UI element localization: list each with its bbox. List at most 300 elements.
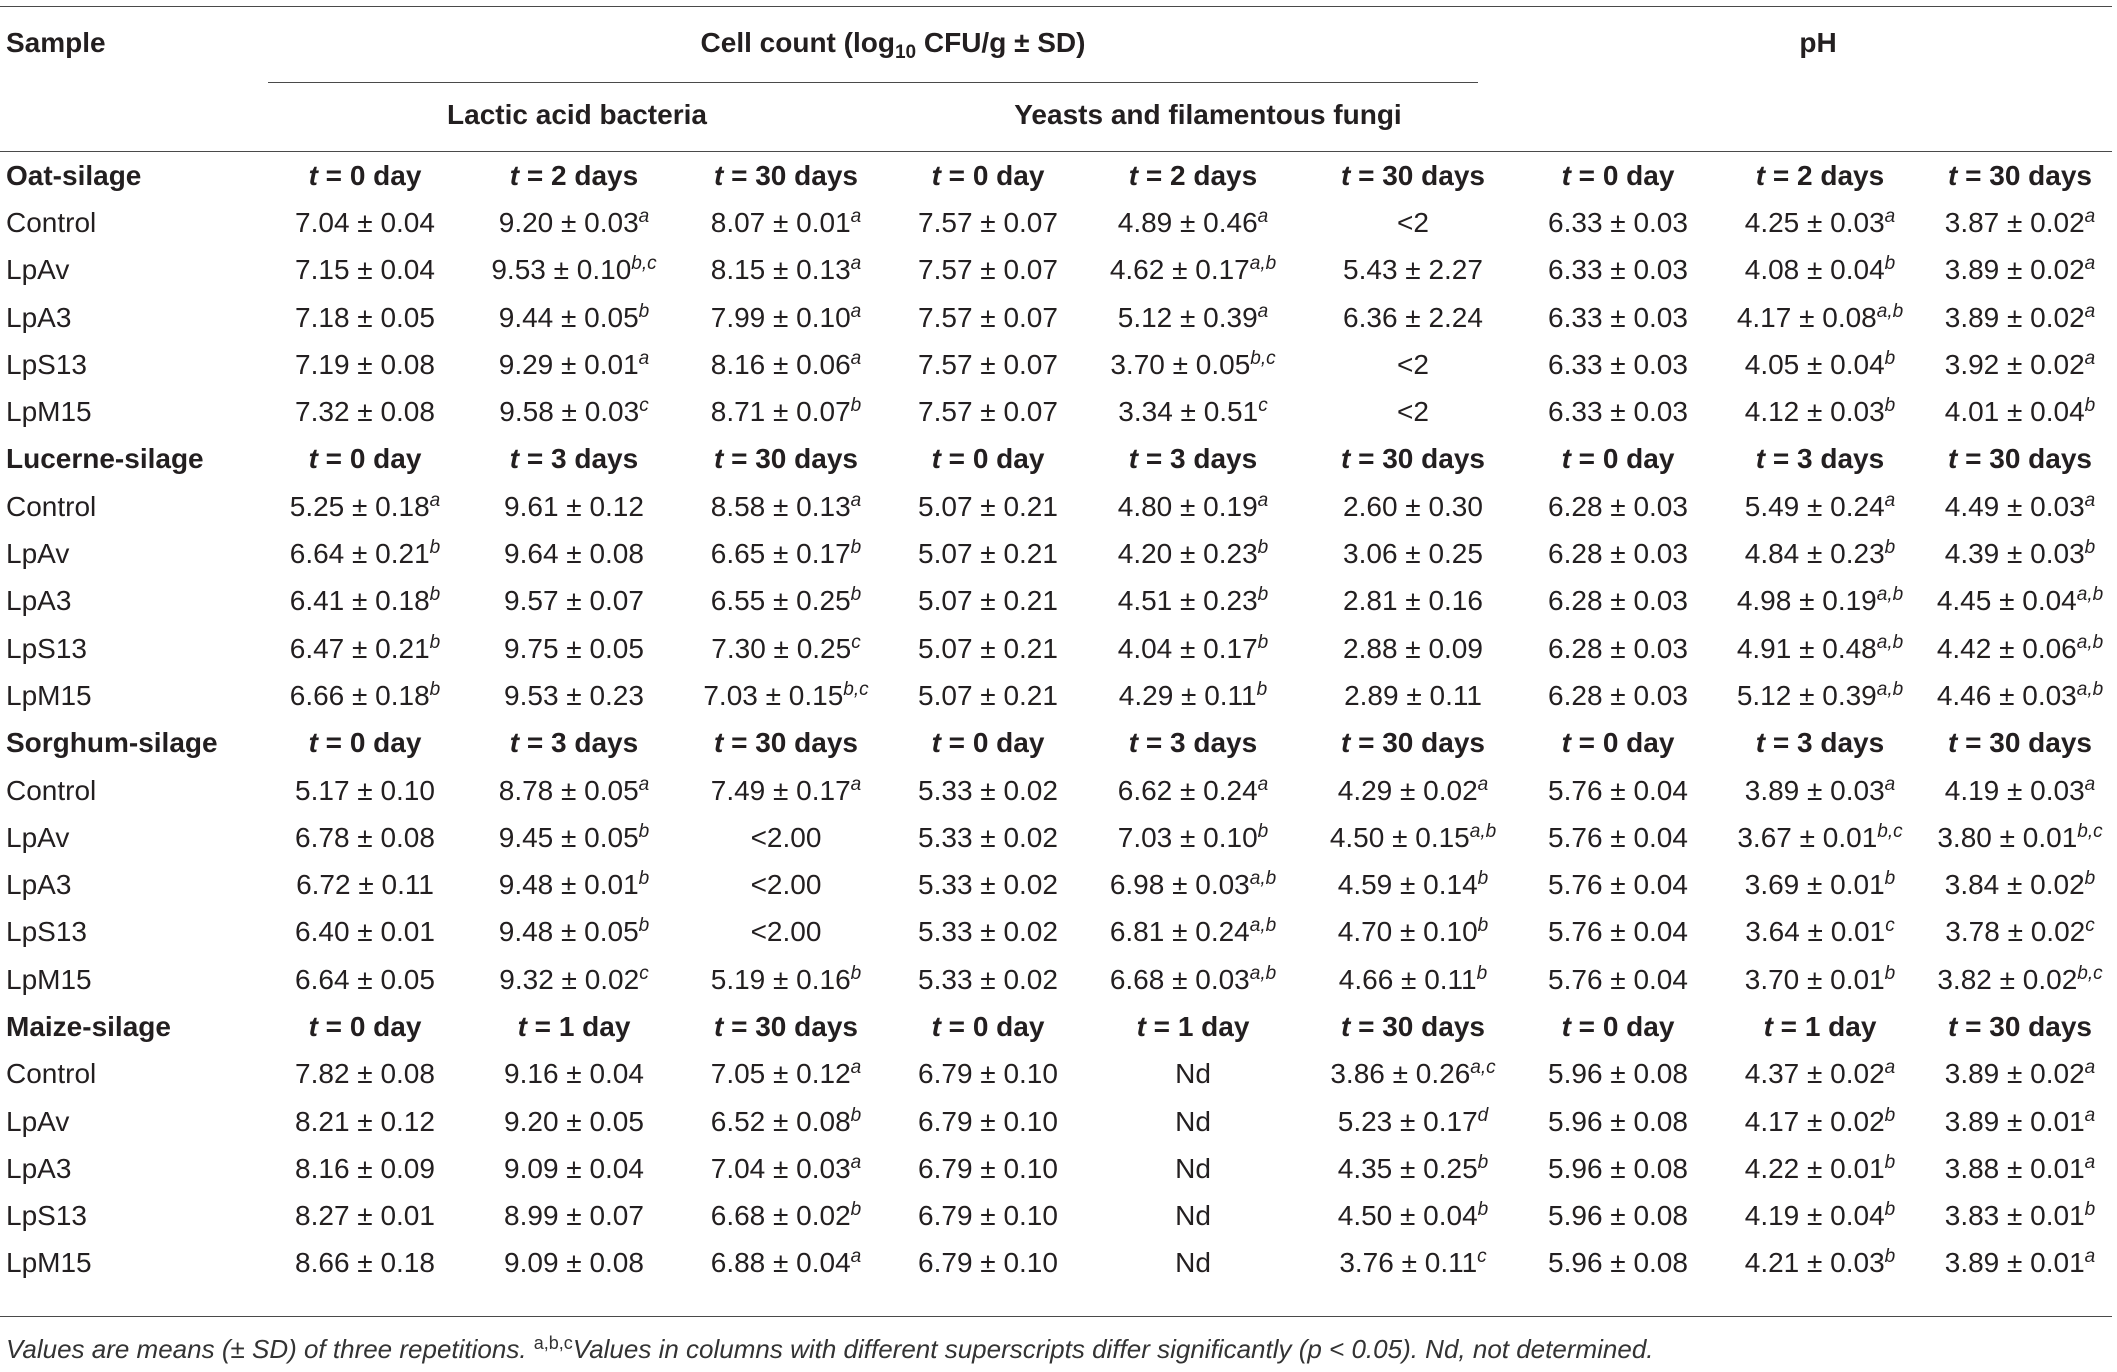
significance-superscript: a,b <box>2076 631 2104 653</box>
table-cell: 7.82 ± 0.08 <box>295 1058 435 1090</box>
table-cell: 4.39 ± 0.03$^b$ <box>1944 537 2096 570</box>
table-cell: 9.32 ± 0.02$^c$ <box>499 962 649 995</box>
significance-superscript: b <box>1257 537 1269 559</box>
sample-name: LpA3 <box>6 301 72 333</box>
table-cell: 5.33 ± 0.02 <box>918 916 1058 948</box>
table-cell: 6.33 ± 0.03 <box>1548 396 1688 428</box>
table-cell: $9.53 \pm 0.10^{b,c}$ <box>491 253 657 286</box>
table-cell: Nd <box>1175 1200 1211 1232</box>
table-cell: 6.28 ± 0.03 <box>1548 679 1688 711</box>
table-cell: 4.05 ± 0.04$^b$ <box>1744 347 1896 380</box>
significance-superscript: b <box>1884 537 1896 559</box>
significance-superscript: a <box>638 205 650 227</box>
table-cell: <2 <box>1397 396 1429 428</box>
table-cell: 2.60 ± 0.30 <box>1343 490 1483 522</box>
significance-superscript: c <box>1477 1246 1487 1268</box>
table-cell: 7.04 ± 0.03$^a$ <box>710 1151 862 1184</box>
significance-superscript: a <box>1257 773 1269 795</box>
significance-superscript: b <box>638 915 650 937</box>
time-point-header: t = 0 day <box>308 159 422 191</box>
table-cell: 8.71 ± 0.07$^b$ <box>710 395 862 428</box>
table-cell: 4.59 ± 0.14$^b$ <box>1337 868 1489 901</box>
table-cell: 6.47 ± 0.21$^b$ <box>289 631 441 664</box>
table-cell: 7.19 ± 0.08 <box>295 348 435 380</box>
section-header-row <box>0 1003 2112 1050</box>
table-cell: 8.78 ± 0.05$^a$ <box>498 773 650 806</box>
table-cell: 5.96 ± 0.08 <box>1548 1105 1688 1137</box>
significance-superscript: a,b <box>2076 678 2104 700</box>
table-cell: 3.76 ± 0.11$^c$ <box>1339 1246 1487 1279</box>
table-cell: 9.48 ± 0.05$^b$ <box>498 915 650 948</box>
footnote: Values are means (± SD) of three repetitions. $^{a,b,c}$Values in columns with different superscripts differ significantly (p < 0.05). Nd, not determined. <box>6 1333 1654 1364</box>
table-cell: 6.28 ± 0.03 <box>1548 632 1688 664</box>
table-cell: 3.64 ± 0.01$^c$ <box>1745 915 1895 948</box>
table-cell: 5.07 ± 0.21 <box>918 490 1058 522</box>
table-row <box>0 1098 2112 1145</box>
table-cell: 6.64 ± 0.21$^b$ <box>289 537 441 570</box>
table-cell: 9.57 ± 0.07 <box>504 585 644 617</box>
table-cell: 8.66 ± 0.18 <box>295 1247 435 1279</box>
significance-superscript: b,c <box>2077 820 2103 842</box>
data-table <box>0 6 2112 1287</box>
significance-superscript: a <box>850 489 862 511</box>
time-point-header: t = 0 day <box>1561 443 1675 475</box>
table-row <box>0 199 2112 246</box>
significance-superscript: b <box>1884 962 1896 984</box>
table-cell: 4.80 ± 0.19$^a$ <box>1117 489 1269 522</box>
table-row <box>0 341 2112 388</box>
time-point-header: t = 1 day <box>1136 1010 1250 1042</box>
significance-superscript: b <box>638 300 650 322</box>
significance-superscript: a <box>850 300 862 322</box>
time-point-header: t = 3 days <box>1128 727 1258 759</box>
significance-superscript: a <box>2084 1246 2096 1268</box>
table-cell: 3.87 ± 0.02$^a$ <box>1944 205 2096 238</box>
time-point-header: t = 3 days <box>1128 443 1258 475</box>
header-ph: pH <box>1524 7 2112 80</box>
significance-superscript: d <box>1477 1104 1489 1126</box>
table-cell: 5.07 ± 0.21 <box>918 679 1058 711</box>
significance-superscript: b <box>1476 962 1488 984</box>
table-cell: 3.89 ± 0.01$^a$ <box>1944 1104 2096 1137</box>
table-row <box>0 1193 2112 1240</box>
table-cell: 7.32 ± 0.08 <box>295 396 435 428</box>
header-lactic-acid-bacteria: Lactic acid bacteria <box>262 79 892 152</box>
table-cell: $6.68 \pm 0.03^{a,b}$ <box>1109 962 1277 995</box>
significance-superscript: a <box>2084 1057 2096 1079</box>
table-cell: 4.84 ± 0.23$^b$ <box>1744 537 1896 570</box>
table-row <box>0 956 2112 1003</box>
table-row <box>0 767 2112 814</box>
time-point-header: t = 30 days <box>714 1010 858 1042</box>
significance-superscript: a <box>1257 300 1269 322</box>
table-cell: 7.57 ± 0.07 <box>918 348 1058 380</box>
significance-superscript: a <box>850 253 862 275</box>
significance-superscript: a <box>2084 205 2096 227</box>
table-cell: 4.50 ± 0.04$^b$ <box>1337 1199 1489 1232</box>
significance-superscript: a,b <box>1249 962 1277 984</box>
table-cell: $5.12 \pm 0.39^{a,b}$ <box>1736 678 1904 711</box>
time-point-header: t = 3 days <box>1755 443 1885 475</box>
time-point-header: t = 3 days <box>1755 727 1885 759</box>
table-cell: 5.07 ± 0.21 <box>918 585 1058 617</box>
table-cell: 6.33 ± 0.03 <box>1548 206 1688 238</box>
table-cell: 6.55 ± 0.25$^b$ <box>710 584 862 617</box>
significance-superscript: b <box>429 584 441 606</box>
table-cell: 4.21 ± 0.03$^b$ <box>1744 1246 1896 1279</box>
time-point-header: t = 2 days <box>1755 159 1885 191</box>
significance-superscript: b <box>429 678 441 700</box>
significance-superscript: b <box>1884 1199 1896 1221</box>
table-cell: 9.09 ± 0.04 <box>504 1152 644 1184</box>
table-row <box>0 578 2112 625</box>
time-point-header: t = 0 day <box>931 443 1045 475</box>
table-cell: 9.53 ± 0.23 <box>504 679 644 711</box>
significance-superscript: b,c <box>2077 962 2103 984</box>
table-cell: 9.45 ± 0.05$^b$ <box>498 820 650 853</box>
table-cell: 8.16 ± 0.06$^a$ <box>710 347 862 380</box>
table-cell: $4.50 \pm 0.15^{a,b}$ <box>1329 820 1497 853</box>
time-point-header: t = 0 day <box>308 727 422 759</box>
table-cell: 4.19 ± 0.04$^b$ <box>1744 1199 1896 1232</box>
time-point-header: t = 0 day <box>931 159 1045 191</box>
table-cell: 7.57 ± 0.07 <box>918 206 1058 238</box>
significance-superscript: b <box>1884 1104 1896 1126</box>
table-cell: 7.99 ± 0.10$^a$ <box>710 300 862 333</box>
significance-superscript: b <box>850 537 862 559</box>
table-cell: 5.76 ± 0.04 <box>1548 963 1688 995</box>
table-cell: 7.49 ± 0.17$^a$ <box>710 773 862 806</box>
significance-superscript: a <box>850 205 862 227</box>
significance-superscript: a <box>2084 253 2096 275</box>
bottom-rule <box>0 1316 2112 1317</box>
table-cell: 8.07 ± 0.01$^a$ <box>710 205 862 238</box>
sample-name: Control <box>6 490 97 522</box>
time-point-header: t = 30 days <box>1948 727 2092 759</box>
significance-superscript: a <box>850 773 862 795</box>
significance-superscript: b <box>1257 820 1269 842</box>
significance-superscript: b <box>638 820 650 842</box>
time-point-header: t = 2 days <box>509 159 639 191</box>
significance-superscript: c <box>2085 915 2095 937</box>
table-cell: <2 <box>1397 348 1429 380</box>
table-cell: 7.30 ± 0.25$^c$ <box>711 631 861 664</box>
table-cell: 4.29 ± 0.02$^a$ <box>1337 773 1489 806</box>
section-title: Maize-silage <box>6 1010 171 1042</box>
table-cell: 6.28 ± 0.03 <box>1548 490 1688 522</box>
sample-name: LpM15 <box>6 679 92 711</box>
table-cell: 4.25 ± 0.03$^a$ <box>1744 205 1896 238</box>
header-yeasts-fungi: Yeasts and filamentous fungi <box>892 79 1524 152</box>
table-cell: 6.41 ± 0.18$^b$ <box>289 584 441 617</box>
table-cell: 6.66 ± 0.18$^b$ <box>289 678 441 711</box>
table-cell: 3.70 ± 0.01$^b$ <box>1744 962 1896 995</box>
significance-superscript: a <box>638 347 650 369</box>
table-cell: 6.79 ± 0.10 <box>918 1058 1058 1090</box>
table-cell: 6.40 ± 0.01 <box>295 916 435 948</box>
table-cell: 5.96 ± 0.08 <box>1548 1152 1688 1184</box>
table-cell: 9.44 ± 0.05$^b$ <box>498 300 650 333</box>
time-point-header: t = 30 days <box>714 443 858 475</box>
sample-name: LpAv <box>6 254 70 286</box>
table-cell: Nd <box>1175 1105 1211 1137</box>
time-point-header: t = 30 days <box>1341 443 1485 475</box>
table-cell: $6.98 \pm 0.03^{a,b}$ <box>1109 868 1277 901</box>
table-cell: $3.80 \pm 0.01^{b,c}$ <box>1937 820 2103 853</box>
table-cell: 5.23 ± 0.17$^d$ <box>1337 1104 1489 1137</box>
header-sample: Sample <box>0 7 262 80</box>
significance-superscript: a <box>2084 1151 2096 1173</box>
cell-count-rule <box>268 82 1478 83</box>
significance-superscript: b <box>1884 1246 1896 1268</box>
significance-superscript: a <box>1884 1057 1896 1079</box>
significance-superscript: b <box>1257 631 1269 653</box>
table-cell: 9.20 ± 0.05 <box>504 1105 644 1137</box>
table-cell: 6.72 ± 0.11 <box>296 869 434 901</box>
table-cell: 3.83 ± 0.01$^b$ <box>1944 1199 2096 1232</box>
table-cell: 7.15 ± 0.04 <box>295 254 435 286</box>
significance-superscript: a <box>429 489 441 511</box>
significance-superscript: a <box>2084 773 2096 795</box>
significance-superscript: b <box>1257 584 1269 606</box>
table-cell: 4.70 ± 0.10$^b$ <box>1337 915 1489 948</box>
sample-name: LpAv <box>6 538 70 570</box>
table-row <box>0 388 2112 435</box>
sample-name: LpM15 <box>6 1247 92 1279</box>
table-cell: $3.82 \pm 0.02^{b,c}$ <box>1937 962 2103 995</box>
table-cell: <2.00 <box>750 869 822 901</box>
time-point-header: t = 30 days <box>714 159 858 191</box>
section-title: Lucerne-silage <box>6 443 204 475</box>
table-row <box>0 1240 2112 1287</box>
time-point-header: t = 3 days <box>509 727 639 759</box>
table-cell: 5.96 ± 0.08 <box>1548 1247 1688 1279</box>
table-cell: 9.64 ± 0.08 <box>504 538 644 570</box>
table-cell: 7.57 ± 0.07 <box>918 301 1058 333</box>
time-point-header: t = 0 day <box>308 1010 422 1042</box>
table-cell: 6.79 ± 0.10 <box>918 1152 1058 1184</box>
table-cell: 6.68 ± 0.02$^b$ <box>710 1199 862 1232</box>
table-cell: $6.81 \pm 0.24^{a,b}$ <box>1109 915 1277 948</box>
table-cell: 6.28 ± 0.03 <box>1548 538 1688 570</box>
significance-superscript: b <box>1256 678 1268 700</box>
time-point-header: t = 0 day <box>931 1010 1045 1042</box>
time-point-header: t = 0 day <box>308 443 422 475</box>
significance-superscript: a <box>850 347 862 369</box>
table-cell: $4.46 \pm 0.03^{a,b}$ <box>1936 678 2104 711</box>
table-cell: 4.22 ± 0.01$^b$ <box>1744 1151 1896 1184</box>
table-cell: 5.17 ± 0.10 <box>295 774 435 806</box>
significance-superscript: a,b <box>1876 584 1904 606</box>
table-cell: 6.36 ± 2.24 <box>1343 301 1483 333</box>
table-cell: 6.64 ± 0.05 <box>295 963 435 995</box>
table-cell: 2.81 ± 0.16 <box>1343 585 1483 617</box>
significance-superscript: a,b <box>1876 678 1904 700</box>
table-cell: 7.03 ± 0.10$^b$ <box>1117 820 1269 853</box>
table-cell: 9.58 ± 0.03$^c$ <box>499 395 649 428</box>
table-cell: 3.89 ± 0.02$^a$ <box>1944 253 2096 286</box>
significance-superscript: a <box>1884 205 1896 227</box>
significance-superscript: b <box>1884 253 1896 275</box>
significance-superscript: b <box>638 868 650 890</box>
table-cell: 3.89 ± 0.01$^a$ <box>1944 1246 2096 1279</box>
table-cell: $3.86 \pm 0.26^{a,c}$ <box>1330 1057 1496 1090</box>
table-cell: 7.57 ± 0.07 <box>918 396 1058 428</box>
table-cell: 8.99 ± 0.07 <box>504 1200 644 1232</box>
table-cell: 5.76 ± 0.04 <box>1548 916 1688 948</box>
table-cell: 6.33 ± 0.03 <box>1548 254 1688 286</box>
sample-name: LpS13 <box>6 916 87 948</box>
time-point-header: t = 1 day <box>517 1010 631 1042</box>
table-cell: 6.52 ± 0.08$^b$ <box>710 1104 862 1137</box>
time-point-header: t = 0 day <box>1561 1010 1675 1042</box>
significance-superscript: c <box>639 395 649 417</box>
table-cell: <2 <box>1397 206 1429 238</box>
significance-superscript: b <box>850 962 862 984</box>
section-header-row <box>0 436 2112 483</box>
significance-superscript: a <box>2084 489 2096 511</box>
table-cell: 3.89 ± 0.02$^a$ <box>1944 300 2096 333</box>
table-cell: 2.88 ± 0.09 <box>1343 632 1483 664</box>
table-cell: 5.76 ± 0.04 <box>1548 821 1688 853</box>
table-cell: 3.78 ± 0.02$^c$ <box>1945 915 2095 948</box>
significance-superscript: c <box>639 962 649 984</box>
significance-superscript: b <box>1884 395 1896 417</box>
significance-superscript: a,b <box>1876 631 1904 653</box>
table-cell: 4.20 ± 0.23$^b$ <box>1117 537 1269 570</box>
significance-superscript: b <box>850 584 862 606</box>
table-cell: 9.48 ± 0.01$^b$ <box>498 868 650 901</box>
significance-superscript: b,c <box>1250 347 1276 369</box>
table-cell: 6.79 ± 0.10 <box>918 1247 1058 1279</box>
sample-name: LpS13 <box>6 1200 87 1232</box>
table-cell: 5.96 ± 0.08 <box>1548 1200 1688 1232</box>
table-cell: 4.51 ± 0.23$^b$ <box>1117 584 1269 617</box>
significance-superscript: b,c <box>631 253 657 275</box>
table-cell: 3.06 ± 0.25 <box>1343 538 1483 570</box>
time-point-header: t = 30 days <box>1948 1010 2092 1042</box>
table-cell: $4.42 \pm 0.06^{a,b}$ <box>1936 631 2104 664</box>
table-cell: Nd <box>1175 1247 1211 1279</box>
table-cell: 9.29 ± 0.01$^a$ <box>498 347 650 380</box>
significance-superscript: a,b <box>2076 584 2104 606</box>
table-row <box>0 814 2112 861</box>
table-cell: 5.33 ± 0.02 <box>918 869 1058 901</box>
significance-superscript: a,b <box>1469 820 1497 842</box>
time-point-header: t = 0 day <box>1561 727 1675 759</box>
section-title: Sorghum-silage <box>6 727 218 759</box>
table-cell: $4.45 \pm 0.04^{a,b}$ <box>1936 584 2104 617</box>
table-row <box>0 483 2112 530</box>
table-cell: 7.04 ± 0.04 <box>295 206 435 238</box>
table-cell: 8.58 ± 0.13$^a$ <box>710 489 862 522</box>
significance-superscript: b,c <box>843 678 869 700</box>
table-cell: 6.28 ± 0.03 <box>1548 585 1688 617</box>
table-cell: $4.91 \pm 0.48^{a,b}$ <box>1736 631 1904 664</box>
table-cell: $4.17 \pm 0.08^{a,b}$ <box>1736 300 1904 333</box>
table-row <box>0 247 2112 294</box>
significance-superscript: a <box>2084 347 2096 369</box>
table-cell: 9.16 ± 0.04 <box>504 1058 644 1090</box>
table-cell: 5.19 ± 0.16$^b$ <box>710 962 862 995</box>
time-point-header: t = 30 days <box>1341 159 1485 191</box>
table-cell: 4.29 ± 0.11$^b$ <box>1118 678 1268 711</box>
significance-superscript: a,c <box>1470 1057 1496 1079</box>
significance-superscript: a <box>850 1246 862 1268</box>
time-point-header: t = 3 days <box>509 443 639 475</box>
table-cell: 5.96 ± 0.08 <box>1548 1058 1688 1090</box>
table-cell: 4.04 ± 0.17$^b$ <box>1117 631 1269 664</box>
significance-superscript: b <box>1477 868 1489 890</box>
table-cell: 5.43 ± 2.27 <box>1343 254 1483 286</box>
significance-superscript: b <box>1477 1199 1489 1221</box>
table-cell: 5.33 ± 0.02 <box>918 774 1058 806</box>
table-cell: 5.33 ± 0.02 <box>918 963 1058 995</box>
significance-superscript: b <box>2084 1199 2096 1221</box>
significance-superscript: b <box>850 1104 862 1126</box>
section-title: Oat-silage <box>6 159 142 191</box>
time-point-header: t = 30 days <box>1341 727 1485 759</box>
significance-superscript: c <box>1258 395 1268 417</box>
significance-superscript: a <box>1884 489 1896 511</box>
significance-superscript: b <box>429 631 441 653</box>
sample-name: LpAv <box>6 1105 70 1137</box>
table-cell: 4.19 ± 0.03$^a$ <box>1944 773 2096 806</box>
table-cell: 5.25 ± 0.18$^a$ <box>289 489 441 522</box>
sample-name: Control <box>6 206 97 238</box>
table-cell: 8.27 ± 0.01 <box>295 1200 435 1232</box>
section-header-row <box>0 152 2112 200</box>
table-cell: 3.34 ± 0.51$^c$ <box>1118 395 1268 428</box>
significance-superscript: b <box>1884 347 1896 369</box>
time-point-header: t = 1 day <box>1763 1010 1877 1042</box>
section-header-row <box>0 720 2112 767</box>
significance-superscript: b <box>2084 868 2096 890</box>
sample-name: LpA3 <box>6 1152 72 1184</box>
table-cell: 4.35 ± 0.25$^b$ <box>1337 1151 1489 1184</box>
significance-superscript: a,b <box>1249 868 1277 890</box>
table-cell: 9.09 ± 0.08 <box>504 1247 644 1279</box>
table-cell: 6.79 ± 0.10 <box>918 1105 1058 1137</box>
significance-superscript: b <box>850 1199 862 1221</box>
sample-name: LpM15 <box>6 963 92 995</box>
table-cell: 5.07 ± 0.21 <box>918 538 1058 570</box>
table-cell: 5.76 ± 0.04 <box>1548 869 1688 901</box>
table-cell: 6.33 ± 0.03 <box>1548 348 1688 380</box>
table-cell: 6.65 ± 0.17$^b$ <box>710 537 862 570</box>
table-cell: 6.78 ± 0.08 <box>295 821 435 853</box>
table-row <box>0 1051 2112 1098</box>
significance-superscript: a <box>2084 300 2096 322</box>
table-cell: 4.49 ± 0.03$^a$ <box>1944 489 2096 522</box>
table-cell: 4.17 ± 0.02$^b$ <box>1744 1104 1896 1137</box>
table-cell: 3.89 ± 0.02$^a$ <box>1944 1057 2096 1090</box>
table-cell: $4.98 \pm 0.19^{a,b}$ <box>1736 584 1904 617</box>
table-cell: 8.16 ± 0.09 <box>295 1152 435 1184</box>
significance-superscript: b <box>429 537 441 559</box>
sample-name: LpS13 <box>6 632 87 664</box>
table-row <box>0 1145 2112 1192</box>
sample-name: LpAv <box>6 821 70 853</box>
significance-superscript: c <box>851 631 861 653</box>
table-cell: 5.76 ± 0.04 <box>1548 774 1688 806</box>
table-cell: 5.49 ± 0.24$^a$ <box>1744 489 1896 522</box>
table-cell: $3.70 \pm 0.05^{b,c}$ <box>1110 347 1276 380</box>
significance-superscript: c <box>1885 915 1895 937</box>
table-cell: 5.07 ± 0.21 <box>918 632 1058 664</box>
table-cell: 3.88 ± 0.01$^a$ <box>1944 1151 2096 1184</box>
table-cell: $3.67 \pm 0.01^{b,c}$ <box>1737 820 1903 853</box>
